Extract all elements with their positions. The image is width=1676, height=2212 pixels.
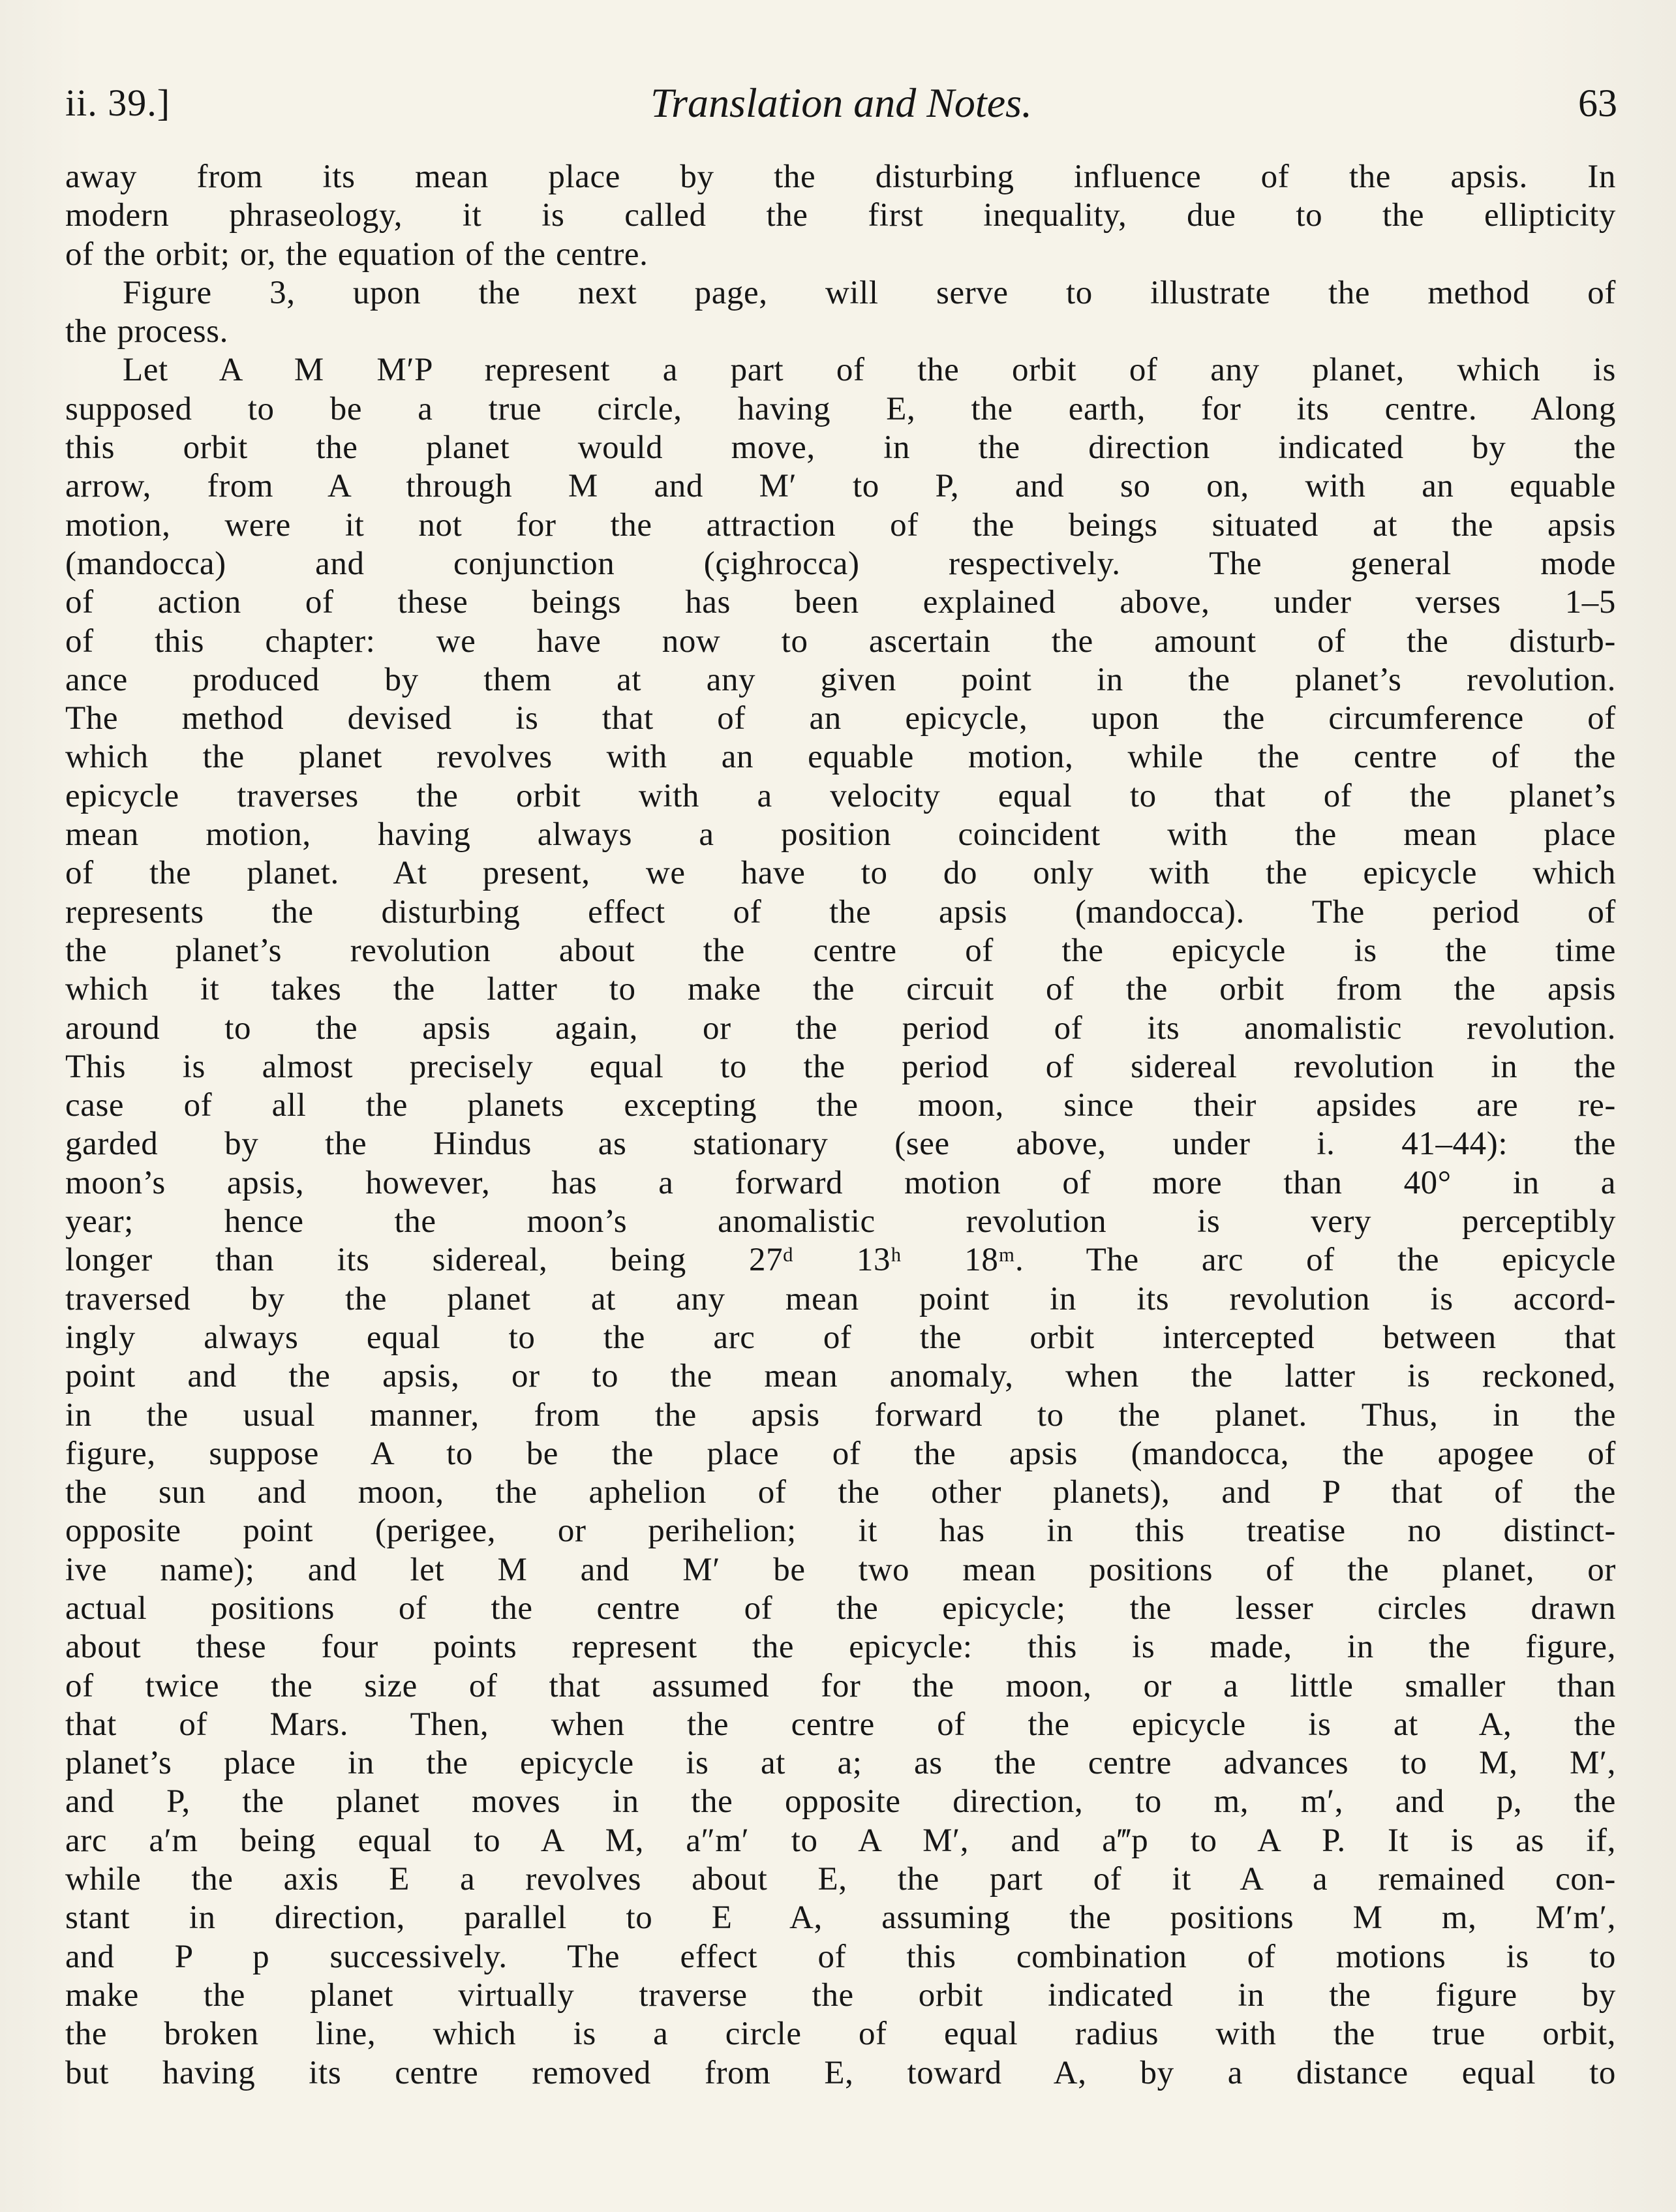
text-line: this orbit the planet would move, in the direction indicated by the (65, 429, 1616, 467)
text-line: of twice the size of that assumed for the moon, or a little smaller than (65, 1667, 1616, 1704)
text-line: Let A M M′P represent a part of the orbit of any planet, which is (123, 352, 1616, 389)
text-line: the process. (65, 313, 228, 350)
running-header (65, 77, 1617, 129)
body-text (65, 158, 1616, 2093)
text-line: which the planet revolves with an equable motion, while the centre of the (65, 739, 1616, 776)
section-reference: ii. 39.] (65, 82, 171, 124)
text-line: garded by the Hindus as stationary (see above, under i. 41–44): the (65, 1126, 1616, 1163)
text-line: This is almost precisely equal to the period of sidereal revolution in the (65, 1048, 1616, 1085)
text-line: the broken line, which is a circle of equal radius with the true orbit, (65, 2016, 1616, 2053)
text-line: ingly always equal to the arc of the orbit intercepted between that (65, 1319, 1616, 1356)
text-line: Figure 3, upon the next page, will serve to illustrate the method of (123, 274, 1616, 311)
text-line: the planet’s revolution about the centre of the epicycle is the time (65, 932, 1616, 969)
text-line: traversed by the planet at any mean point in its revolution is accord- (65, 1280, 1616, 1317)
text-line: point and the apsis, or to the mean anomaly, when the latter is reckoned, (65, 1358, 1616, 1395)
text-line: The method devised is that of an epicycle, upon the circumference of (65, 700, 1616, 737)
text-line: mean motion, having always a position coincident with the mean place (65, 816, 1616, 853)
text-line: ive name); and let M and M′ be two mean positions of the planet, or (65, 1551, 1616, 1588)
text-line: around to the apsis again, or the period of its anomalistic revolution. (65, 1009, 1616, 1047)
text-line: ance produced by them at any given point in the planet’s revolution. (65, 661, 1616, 698)
text-line: while the axis E a revolves about E, the part of it A a remained con- (65, 1861, 1616, 1898)
text-line: actual positions of the centre of the epicycle; the lesser circles drawn (65, 1590, 1616, 1627)
text-line: of this chapter: we have now to ascertain the amount of the disturb- (65, 622, 1616, 660)
text-line: in the usual manner, from the apsis forward to the planet. Thus, in the (65, 1396, 1616, 1434)
text-line: of action of these beings has been explained above, under verses 1–5 (65, 584, 1616, 621)
text-line: of the orbit; or, the equation of the centre. (65, 236, 648, 273)
text-line: represents the disturbing effect of the apsis (mandocca). The period of (65, 893, 1616, 930)
text-line: arrow, from A through M and M′ to P, and so on, with an equable (65, 468, 1616, 505)
text-line: year; hence the moon’s anomalistic revolution is very perceptibly (65, 1203, 1616, 1240)
text-line: about these four points represent the epicycle: this is made, in the figure, (65, 1629, 1616, 1666)
text-line: motion, were it not for the attraction of the beings situated at the apsis (65, 506, 1616, 544)
text-line: (mandocca) and conjunction (çighrocca) respectively. The general mode (65, 545, 1616, 582)
text-line: of the planet. At present, we have to do only with the epicycle which (65, 855, 1616, 892)
text-line: opposite point (perigee, or perihelion; it has in this treatise no distinct- (65, 1513, 1616, 1550)
text-line: supposed to be a true circle, having E, the earth, for its centre. Along (65, 390, 1616, 427)
text-line: figure, suppose A to be the place of the apsis (mandocca, the apogee of (65, 1435, 1616, 1472)
text-line: longer than its sidereal, being 27ᵈ 13ʰ 18ᵐ. The arc of the epicycle (65, 1242, 1616, 1279)
text-line: moon’s apsis, however, has a forward motion of more than 40° in a (65, 1164, 1616, 1201)
running-title: Translation and Notes. (650, 80, 1032, 126)
text-line: which it takes the latter to make the circuit of the orbit from the apsis (65, 971, 1616, 1008)
page-number: 63 (1578, 82, 1617, 125)
text-line: case of all the planets excepting the moon, since their apsides are re- (65, 1087, 1616, 1124)
text-line: arc a′m being equal to A M, a″m′ to A M′, and a‴p to A P. It is as if, (65, 1822, 1616, 1859)
text-line: and P p successively. The effect of this combination of motions is to (65, 1938, 1616, 1975)
text-line: but having its centre removed from E, toward A, by a distance equal to (65, 2054, 1616, 2091)
text-line: away from its mean place by the disturbing influence of the apsis. In (65, 159, 1616, 195)
text-line: planet’s place in the epicycle is at a; as the centre advances to M, M′, (65, 1745, 1616, 1782)
text-line: that of Mars. Then, when the centre of the epicycle is at A, the (65, 1706, 1616, 1743)
text-line: make the planet virtually traverse the orbit indicated in the figure by (65, 1976, 1616, 2014)
text-line: stant in direction, parallel to E A, assuming the positions M m, M′m′, (65, 1899, 1616, 1937)
text-line: the sun and moon, the aphelion of the other planets), and P that of the (65, 1474, 1616, 1511)
text-line: and P, the planet moves in the opposite direction, to m, m′, and p, the (65, 1783, 1616, 1820)
text-line: modern phraseology, it is called the first inequality, due to the ellipticity (65, 197, 1616, 234)
text-line: epicycle traverses the orbit with a velocity equal to that of the planet’s (65, 777, 1616, 814)
